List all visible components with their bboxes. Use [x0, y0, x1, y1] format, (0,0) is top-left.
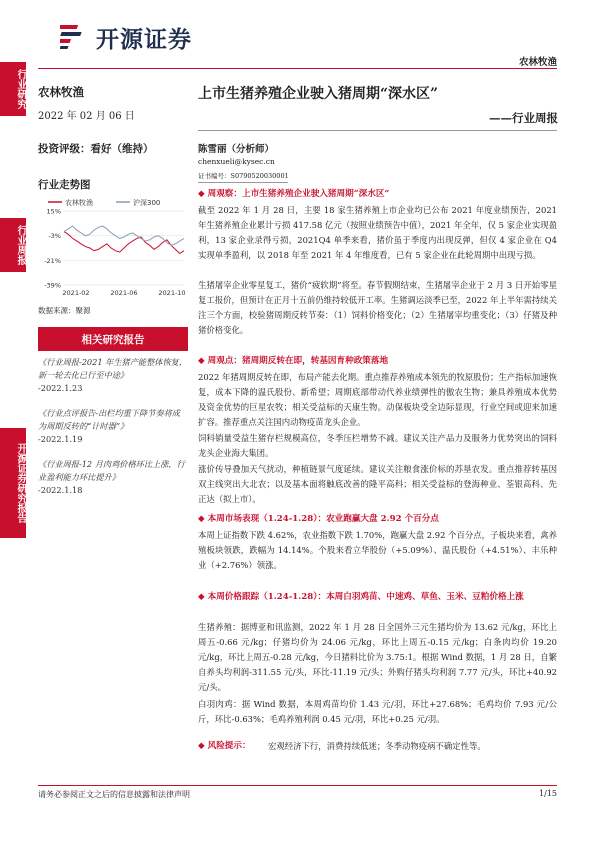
left-industry: 农林牧渔 — [38, 85, 84, 99]
header-industry: 农林牧渔 — [518, 57, 557, 68]
section-paragraph: 2022 年猪周期反转在即，布局产能去化期。重点推荐养殖成本领先的牧原股份；生产指标加速恢复，成本下降的温氏股份、新希望；周期底部带动代养业绩弹性的傲农生物；兼具养殖成本优势及资金优势的巨星农牧；相关受益标的天康生物。动保板块受全边际显现，行业空间或迎来加速扩容。推荐重点关注国内动物疫苗龙头企业。 — [198, 372, 557, 427]
investment-rating: 投资评级：看好（维持） — [38, 143, 154, 155]
analyst-divider — [198, 182, 288, 183]
section-heading-weekly-observation: ◆ 周观察：上市生猪养殖企业驶入猪周期“深水区” — [198, 188, 557, 201]
chart-source: 数据来源：聚源 — [38, 306, 91, 315]
analyst-email[interactable]: chenxueli@kysec.cn — [198, 157, 275, 166]
y-tick-label: -39% — [44, 281, 61, 290]
side-label-middle: 行业周报 — [0, 218, 26, 272]
list-item[interactable] — [38, 458, 188, 497]
related-report-date: -2022.1.18 — [38, 485, 83, 495]
series-line — [64, 232, 184, 254]
related-report-title[interactable]: 《行业周报-12 月肉鸡价格环比上涨，行业盈利能力环比提升》 — [38, 459, 185, 482]
y-tick-label: -21% — [44, 256, 61, 265]
industry-trend-chart — [38, 195, 188, 303]
section-paragraph: 截至 2022 年 1 月 28 日，主要 18 家生猪养殖上市企业均已公布 2021 年度业绩预告，2021 年生猪养殖企业累计亏损 417.58 亿元（按照业绩预告中值），2021 年全年，仅 5 家企业实现盈利，13 家企业录得亏损，2021Q4 单季来看，猪价虽于季度内出现反弹，但仅 4 家企业在 Q4 实现单季盈利，以 2018 年至 2021 年 4 年维度看，已有 5 家企业在此轮周期中出现亏损。 — [198, 205, 557, 260]
section-paragraph: 饲料销量受益生猪存栏规模高位，冬季压栏增势不减。建议关注产品力及服务力优势突出的饲料龙头企业海大集团。 — [198, 433, 557, 458]
related-report-date: -2022.1.23 — [38, 383, 83, 393]
report-title: 上市生猪养殖企业驶入猪周期“深水区” — [198, 86, 439, 102]
related-report-title[interactable]: 《行业点评报告-出栏均重下降节奏将成为周期反转的“计时器”》 — [38, 408, 180, 431]
section-paragraph: 涨价传导叠加天气扰动，种植链景气度延续。建议关注粮食涨价标的苏垦农发。重点推荐转基因双主线突出大北农；以及基本面将触底改善的隆平高科；相关受益标的登海种业、荃银高科、先正达（拟上市）。 — [198, 464, 557, 504]
trend-title: 行业走势图 — [38, 179, 91, 191]
footer-disclaimer[interactable]: 请务必参阅正文之后的信息披露和法律声明 — [38, 790, 190, 799]
related-reports-list — [38, 356, 188, 509]
logo-mark-icon — [60, 20, 90, 50]
brand-logo — [60, 20, 260, 53]
header-divider — [38, 68, 557, 69]
section-paragraph: 宏观经济下行，消费持续低迷；冬季动物疫病不确定性等。 — [268, 741, 486, 751]
section-heading-weekly-view: ◆ 周观点：猪周期反转在即，转基因育种政策落地 — [198, 355, 557, 368]
brand-name: 开源证券 — [96, 27, 192, 53]
section-heading-market: ◆ 本周市场表现（1.24-1.28）：农业跑赢大盘 2.92 个百分点 — [198, 513, 557, 526]
section-paragraph: 白羽肉鸡：据 Wind 数据，本周鸡苗均价 1.43 元/羽，环比+27.68%；毛鸡均价 7.93 元/公斤，环比-0.63%；毛鸡养殖利润 0.45 元/羽，环比+0.25 元/羽。 — [198, 699, 557, 724]
title-divider — [198, 130, 557, 131]
x-tick-label: 2021-10 — [158, 289, 186, 297]
report-date: 2022 年 02 月 06 日 — [38, 111, 135, 122]
legend-label: 农林牧渔 — [65, 199, 93, 207]
analyst-name: 陈雪丽（分析师） — [198, 144, 275, 155]
section-paragraph: 生猪养殖：据博亚和讯监测，2022 年 1 月 28 日全国外三元生猪均价为 13.62 元/kg，环比上周五-0.66 元/kg；仔猪均价为 24.06 元/kg，环比上周五-0.15 元/kg；白条肉均价 19.20 元/kg，环比上周五-0.28 元/kg，今日猪料比价为 3.75:1。根据 Wind 数据，1 月 28 日，自繁自养头均利润-311.55 元/头，环比-11.19 元/头；外购仔猪头均利润 7.77 元/头，环比+40.92 元/头。 — [198, 622, 557, 692]
side-label-top: 行业研究 — [0, 62, 26, 116]
y-tick-label: 15% — [46, 207, 61, 216]
section-heading-risk: ◆ 风险提示： — [198, 740, 251, 753]
page-number: 1/15 — [539, 789, 557, 798]
related-report-date: -2022.1.19 — [38, 434, 83, 444]
y-tick-label: -3% — [48, 232, 61, 241]
footer-divider — [38, 785, 557, 786]
list-item[interactable] — [38, 356, 188, 395]
related-report-title[interactable]: 《行业周报-2021 年生猪产能整体恢复，新一轮去化已行至中途》 — [38, 357, 188, 380]
report-subtitle: ——行业周报 — [489, 111, 558, 125]
x-tick-label: 2021-06 — [110, 289, 138, 297]
x-tick-label: 2021-02 — [62, 289, 90, 297]
analyst-cert: 证书编号：S0790520030001 — [198, 172, 289, 180]
legend-label: 沪深300 — [133, 199, 161, 207]
section-paragraph: 本周上证指数下跌 4.62%，农业指数下跌 1.70%，跑赢大盘 2.92 个百分点，子板块来看，禽养殖板块领跌，跌幅为 14.14%。个股来看立华股份（+5.09%）、温氏股份（+4.51%）、丰乐种业（+2.76%）领涨。 — [198, 530, 557, 570]
section-heading-prices: ◆ 本周价格跟踪（1.24-1.28）：本周白羽鸡苗、中速鸡、草鱼、玉米、豆粕价格上涨 — [198, 591, 557, 604]
related-reports-title: 相关研究报告 — [38, 327, 188, 351]
section-paragraph: 生猪屠宰企业零星复工，猪价“疲软期”将至。春节假期结束，生猪屠宰企业于 2 月 3 日开始零星复工报价，但预计在正月十五前仍维持较低开工率。生猪调运淡季已至，2022 年上半年需持续关注三个方面，校验猪周期反转节奏：（1）饲料价格变化；（2）生猪屠宰均重变化；（3）仔猪及种猪价格变化。 — [198, 280, 557, 335]
list-item[interactable] — [38, 407, 188, 446]
side-label-bottom: 开源证券研究报告 — [0, 428, 26, 538]
